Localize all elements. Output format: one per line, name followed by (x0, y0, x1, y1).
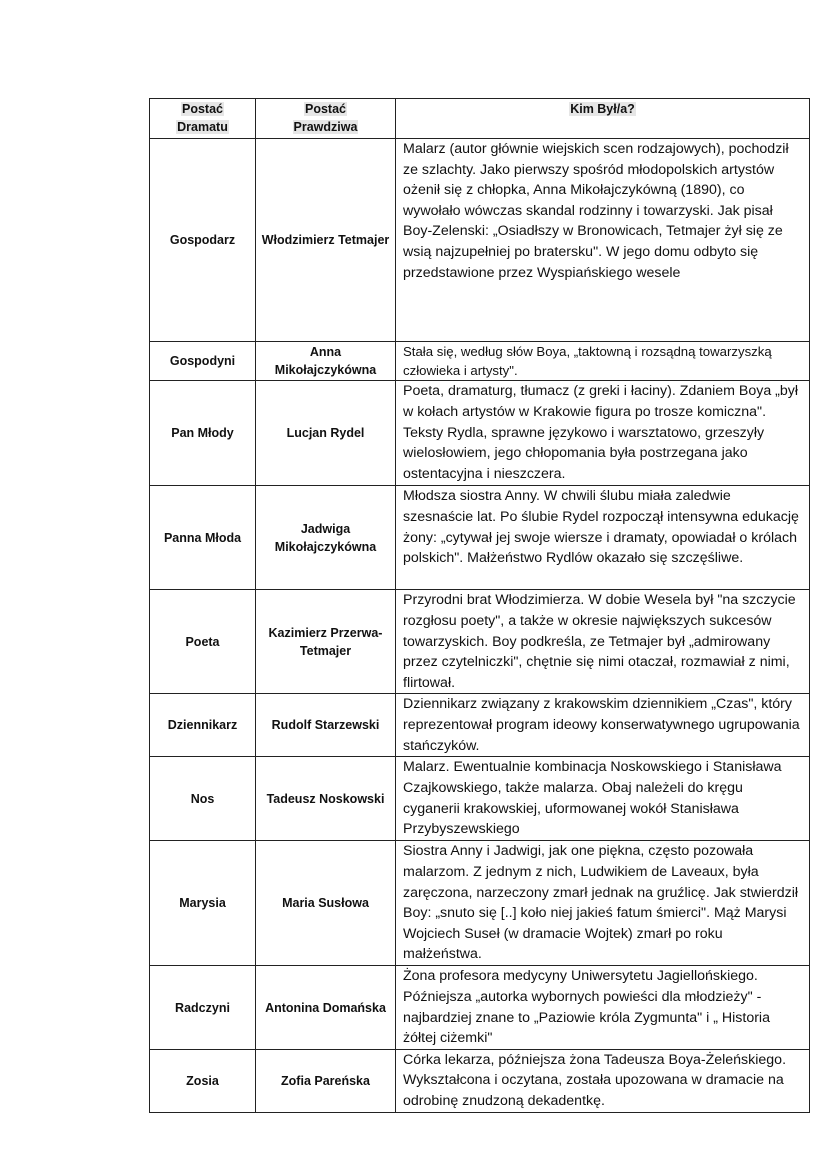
description-cell: Przyrodni brat Włodzimierza. W dobie Wesela był "na szczycie rozgłosu poety", a także w okresie największych sukcesów towarzyskich. Boy podkreśla, ze Tetmajer był „admirowany przez czytelniczki", chętnie się nimi otaczał, rozmawiał z nimi, flirtował. (396, 590, 810, 694)
character-cell: Nos (150, 757, 256, 841)
character-cell: Marysia (150, 841, 256, 966)
character-cell: Gospodyni (150, 342, 256, 381)
character-cell: Pan Młody (150, 381, 256, 486)
real-person-cell: Kazimierz Przerwa-Tetmajer (256, 590, 396, 694)
table-row (150, 139, 810, 342)
character-cell: Panna Młoda (150, 486, 256, 590)
real-person-cell: Lucjan Rydel (256, 381, 396, 486)
header-character: Postać Dramatu (150, 99, 256, 139)
description-cell: Stała się, według słów Boya, „taktowną i rozsądną towarzyszką człowieka i artysty". (396, 342, 810, 381)
real-person-cell: Włodzimierz Tetmajer (256, 139, 396, 342)
characters-table (149, 98, 810, 1113)
description-cell: Siostra Anny i Jadwigi, jak one piękna, często pozowała malarzom. Z jednym z nich, Ludwikiem de Laveaux, była zaręczona, narzeczony zmarł jednak na gruźlicę. Jak stwierdził Boy: „snuto się [..] koło niej jakieś fatum śmierci". Mąż Marysi Wojciech Suseł (w dramacie Wojtek) zmarł po roku małżeństwa. (396, 841, 810, 966)
description-cell: Poeta, dramaturg, tłumacz (z greki i łaciny). Zdaniem Boya „był w kołach artystów w Krakowie figura po trosze komiczna". Teksty Rydla, sprawne językowo i warsztatowo, grzeszyły wielosłowiem, jego chłopomania była postrzegana jako ostentacyjna i nieszczera. (396, 381, 810, 486)
table-header-row (150, 99, 810, 139)
table-row (150, 841, 810, 966)
table-row (150, 694, 810, 757)
character-cell: Gospodarz (150, 139, 256, 342)
character-cell: Zosia (150, 1049, 256, 1112)
character-cell: Poeta (150, 590, 256, 694)
table-row (150, 966, 810, 1049)
table-row (150, 486, 810, 590)
real-person-cell: Rudolf Starzewski (256, 694, 396, 757)
description-cell: Dziennikarz związany z krakowskim dziennikiem „Czas", który reprezentował program ideowy konserwatywnego ugrupowania stańczyków. (396, 694, 810, 757)
table-row (150, 381, 810, 486)
description-cell: Malarz. Ewentualnie kombinacja Noskowskiego i Stanisława Czajkowskiego, także malarza. Obaj należeli do kręgu cyganerii krakowskiej, uformowanej wokół Stanisława Przybyszewskiego (396, 757, 810, 841)
real-person-cell: Anna Mikołajczykówna (256, 342, 396, 381)
real-person-cell: Zofia Pareńska (256, 1049, 396, 1112)
header-real-person: Postać Prawdziwa (256, 99, 396, 139)
description-cell: Córka lekarza, późniejsza żona Tadeusza Boya-Żeleńskiego. Wykształcona i oczytana, została upozowana w dramacie na odrobinę znudzoną dekadentkę. (396, 1049, 810, 1112)
table-row (150, 1049, 810, 1112)
header-who-was: Kim Był/a? (396, 99, 810, 139)
real-person-cell: Maria Susłowa (256, 841, 396, 966)
table-row (150, 757, 810, 841)
description-cell: Młodsza siostra Anny. W chwili ślubu miała zaledwie szesnaście lat. Po ślubie Rydel rozpoczął intensywna edukację żony: „cytywał jej swoje wiersze i dramaty, opowiadał o królach polskich". Małżeństwo Rydlów okazało się szczęśliwe. (396, 486, 810, 590)
character-cell: Dziennikarz (150, 694, 256, 757)
real-person-cell: Antonina Domańska (256, 966, 396, 1049)
character-cell: Radczyni (150, 966, 256, 1049)
table-row (150, 590, 810, 694)
real-person-cell: Jadwiga Mikołajczykówna (256, 486, 396, 590)
description-cell: Żona profesora medycyny Uniwersytetu Jagiellońskiego. Późniejsza „autorka wybornych powieści dla młodzieży" - najbardziej znane to „Paziowie króla Zygmunta" i „ Historia żółtej ciżemki" (396, 966, 810, 1049)
description-cell: Malarz (autor głównie wiejskich scen rodzajowych), pochodził ze szlachty. Jako pierwszy spośród młodopolskich artystów ożenił się z chłopka, Anna Mikołajczykówną (1890), co wywołało wówczas skandal rodzinny i towarzyski. Jak pisał Boy-Zelenski: „Osiadłszy w Bronowicach, Tetmajer żył się ze wsią najzupełniej po bratersku". W jego domu odbyto się przedstawione przez Wyspiańskiego wesele (396, 139, 810, 342)
table-row (150, 342, 810, 381)
real-person-cell: Tadeusz Noskowski (256, 757, 396, 841)
